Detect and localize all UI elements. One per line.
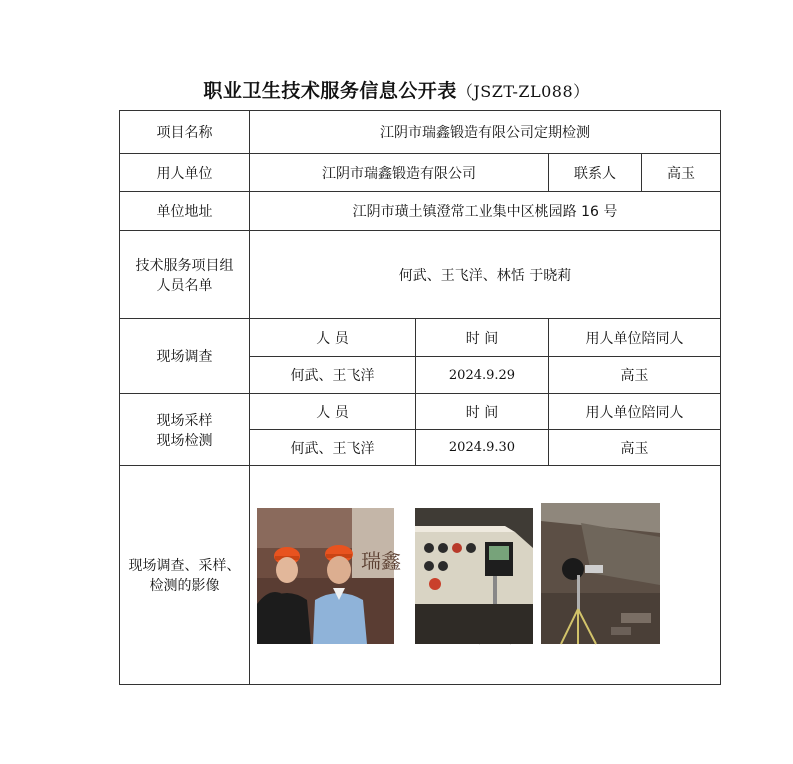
title-main: 职业卫生技术服务信息公开表 — [203, 80, 457, 102]
photo-site-survey-image — [257, 508, 401, 644]
info-table — [119, 110, 721, 685]
sampling-date: 2024.9.30 — [416, 430, 549, 466]
sampling-label — [120, 394, 250, 466]
photo-site-survey — [257, 508, 401, 644]
row-survey-header — [120, 319, 721, 357]
images-label-line2: 检测的影像 — [149, 578, 220, 594]
survey-date: 2024.9.29 — [416, 357, 549, 394]
images-label — [120, 466, 250, 685]
contact-label: 联系人 — [549, 154, 642, 192]
photo-strip — [250, 466, 720, 684]
survey-companion: 高玉 — [549, 357, 721, 394]
employer-value: 江阴市瑞鑫锻造有限公司 — [250, 154, 549, 192]
row-employer — [120, 154, 721, 192]
photo-sign-text: 瑞鑫 — [361, 549, 401, 573]
row-project-name — [120, 111, 721, 154]
team-label — [120, 231, 250, 319]
sampling-people: 何武、王飞洋 — [250, 430, 416, 466]
title-code: （JSZT-ZL088） — [456, 82, 590, 101]
survey-people: 何武、王飞洋 — [250, 357, 416, 394]
sampling-header-companion: 用人单位陪同人 — [549, 394, 721, 430]
address-label: 单位地址 — [120, 192, 250, 231]
sampling-header-time: 时 间 — [416, 394, 549, 430]
photo-noise-measurement — [541, 503, 660, 644]
row-sampling-header — [120, 394, 721, 430]
contact-value: 高玉 — [642, 154, 721, 192]
employer-label: 用人单位 — [120, 154, 250, 192]
survey-label: 现场调查 — [120, 319, 250, 394]
survey-header-people: 人 员 — [250, 319, 416, 357]
sampling-header-people: 人 员 — [250, 394, 416, 430]
project-name-value: 江阴市瑞鑫锻造有限公司定期检测 — [250, 111, 721, 154]
sampling-label-line1: 现场采样 — [156, 412, 213, 429]
survey-header-companion: 用人单位陪同人 — [549, 319, 721, 357]
sampling-companion: 高玉 — [549, 430, 721, 466]
team-value: 何武、王飞洋、林恬 于晓莉 — [250, 231, 721, 319]
photo-noise-measurement-image — [541, 503, 660, 644]
team-label-line1: 技术服务项目组 — [135, 257, 234, 274]
images-cell — [250, 466, 721, 685]
row-images — [120, 466, 721, 685]
page-title — [0, 76, 793, 103]
sampling-label-line2: 现场检测 — [156, 432, 213, 449]
row-address — [120, 192, 721, 231]
address-value: 江阴市璜土镇澄常工业集中区桃园路 16 号 — [250, 192, 721, 231]
images-label-line1: 现场调查、采样、 — [128, 558, 241, 574]
photo-sampling-equipment — [415, 508, 533, 644]
photo-sampling-equipment-image — [415, 508, 533, 644]
project-name-label: 项目名称 — [120, 111, 250, 154]
row-team — [120, 231, 721, 319]
survey-header-time: 时 间 — [416, 319, 549, 357]
team-label-line2: 人员名单 — [156, 277, 213, 294]
